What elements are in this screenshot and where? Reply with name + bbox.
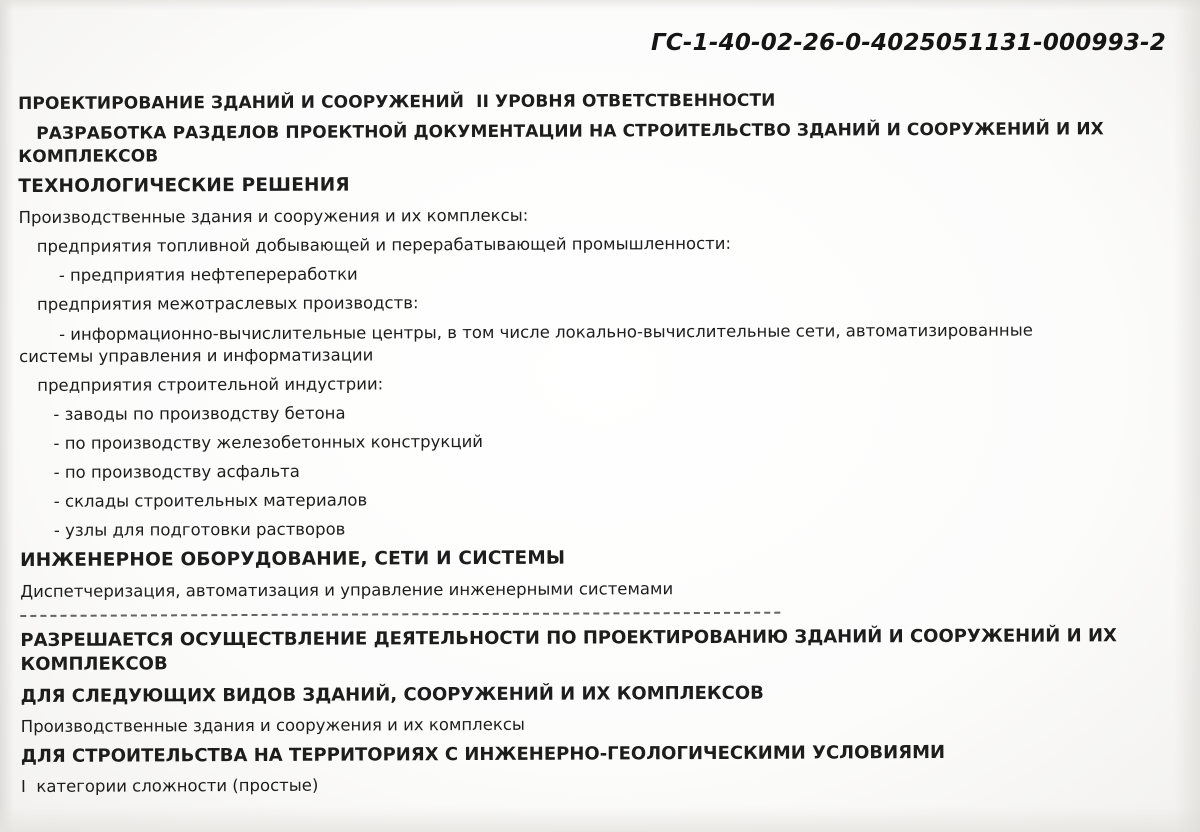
list-item: предприятия строительной индустрии: [37,374,384,395]
list-item: предприятия межотраслевых производств: [36,293,419,315]
permission-line-5: ДЛЯ СТРОИТЕЛЬСТВА НА ТЕРРИТОРИЯХ С ИНЖЕНЕРНО-ГЕОЛОГИЧЕСКИМИ УСЛОВИЯМИ [20,741,946,767]
lead-text-production-buildings: Производственные здания и сооружения и их комплексы: [18,205,529,228]
permission-line-4: Производственные здания и сооружения и их комплексы [20,714,525,736]
permission-line-2: КОМПЛЕКСОВ [20,653,168,676]
list-item-continuation: системы управления и информатизации [19,345,374,366]
dashed-rule [20,612,780,617]
page-edge-top-shadow [0,0,1200,10]
permission-line-6: I категории сложности (простые) [20,775,319,796]
permission-line-1: РАЗРЕШАЕТСЯ ОСУЩЕСТВЛЕНИЕ ДЕЯТЕЛЬНОСТИ ПО ПРОЕКТИРОВАНИЮ ЗДАНИЙ И СООРУЖЕНИЙ И ИХ [20,625,1117,652]
subsection-title-technological-solutions: ТЕХНОЛОГИЧЕСКИЕ РЕШЕНИЯ [18,174,350,198]
document-body [18,88,1131,798]
page-edge-bottom-shadow [0,806,1200,832]
list-item: - предприятия нефтепереработки [58,264,358,286]
list-item: - узлы для подготовки растворов [53,519,346,541]
section-title-line-2: РАЗРАБОТКА РАЗДЕЛОВ ПРОЕКТНОЙ ДОКУМЕНТАЦИИ НА СТРОИТЕЛЬСТВО ЗДАНИЙ И СООРУЖЕНИЙ И ИХ [36,119,1104,144]
list-item: - заводы по производству бетона [53,403,346,424]
subsection-title-engineering-equipment: ИНЖЕНЕРНОЕ ОБОРУДОВАНИЕ, СЕТИ И СИСТЕМЫ [19,548,566,572]
document-number: ГС-1-40-02-26-0-4025051131-000993-2 [651,30,1166,56]
list-item: предприятия топливной добывающей и перерабатывающей промышленности: [36,234,732,257]
list-item: - по производству железобетонных конструкций [53,431,484,453]
list-item: - по производству асфальта [53,461,300,482]
engineering-description: Диспетчеризация, автоматизация и управление инженерными системами [20,579,674,602]
list-item: - склады строительных материалов [53,490,368,512]
section-title-line-1: ПРОЕКТИРОВАНИЕ ЗДАНИЙ И СООРУЖЕНИЙ II УРОВНЯ ОТВЕТСТВЕННОСТИ [18,90,776,114]
permission-line-3: ДЛЯ СЛЕДУЮЩИХ ВИДОВ ЗДАНИЙ, СООРУЖЕНИЙ И ИХ КОМПЛЕКСОВ [20,682,764,707]
section-title-line-3: КОМПЛЕКСОВ [18,145,159,167]
list-item: - информационно-вычислительные центры, в том числе локально-вычислительные сети, автоматизированные [59,320,1033,344]
